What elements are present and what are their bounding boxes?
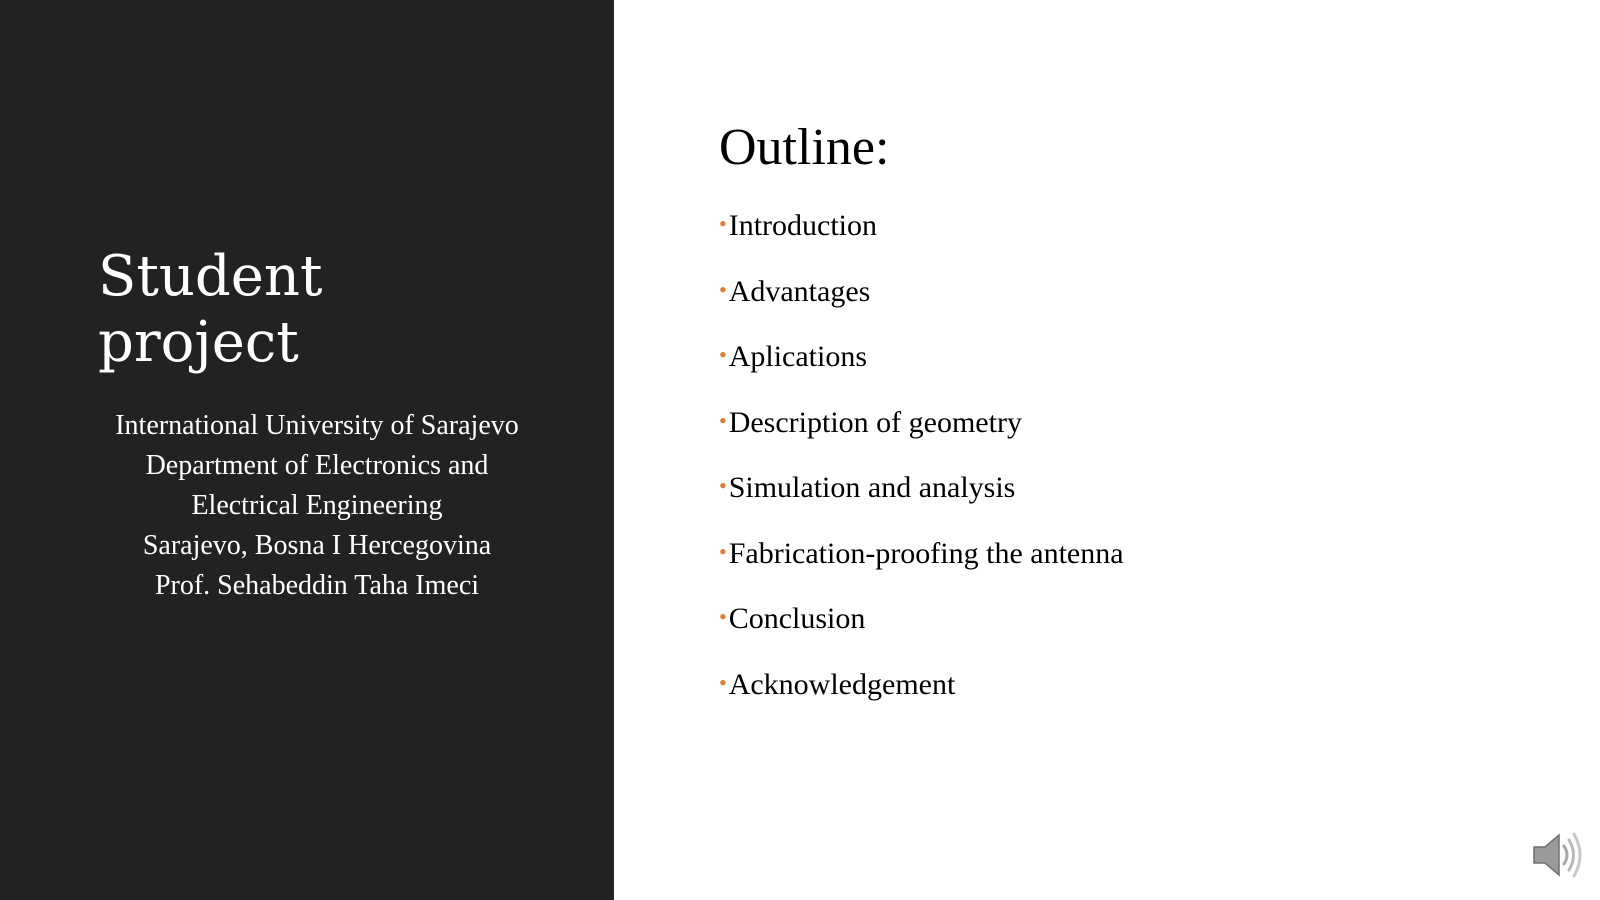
outline-item-label: Simulation and analysis [728, 471, 1016, 504]
slide-title-line: Student [98, 244, 323, 309]
outline-heading: Outline: [719, 119, 890, 176]
outline-item [719, 534, 1124, 570]
title-panel [0, 0, 614, 900]
outline-item [719, 272, 1124, 308]
outline-item [719, 665, 1124, 701]
slide-title [98, 244, 518, 376]
bullet-icon: • [719, 473, 727, 498]
bullet-icon: • [719, 669, 727, 695]
outline-item-label: Aplications [728, 340, 868, 373]
bullet-icon: • [719, 604, 727, 629]
outline-item-label: Advantages [728, 274, 871, 308]
outline-item-label: Acknowledgement [728, 667, 956, 701]
outline-item [719, 403, 1124, 439]
outline-item [719, 599, 1124, 635]
bullet-icon: • [719, 407, 727, 433]
bullet-icon: • [719, 342, 727, 367]
bullet-icon: • [719, 211, 727, 236]
bullet-icon: • [719, 276, 727, 302]
subtitle-line: International University of Sarajevo [115, 410, 519, 441]
subtitle-line: Prof. Sehabeddin Taha Imeci [154, 570, 480, 601]
outline-item-label: Description of geometry [728, 405, 1022, 439]
outline-item-label: Fabrication-proofing the antenna [728, 536, 1124, 570]
subtitle-line: Department of Electronics and [145, 450, 489, 481]
outline-item [719, 468, 1124, 504]
bullet-icon: • [719, 538, 727, 564]
speaker-icon[interactable] [1530, 828, 1586, 882]
slide-title-line: project [98, 310, 299, 375]
slide-subtitle [84, 406, 550, 606]
subtitle-line: Sarajevo, Bosna I Hercegovina [142, 530, 492, 561]
outline-item-label: Introduction [728, 209, 878, 242]
outline-list [719, 206, 1124, 730]
outline-item [719, 206, 1124, 242]
subtitle-line: Electrical Engineering [191, 490, 443, 521]
outline-item [719, 337, 1124, 373]
outline-item-label: Conclusion [728, 602, 866, 635]
outline-panel [614, 0, 1600, 900]
